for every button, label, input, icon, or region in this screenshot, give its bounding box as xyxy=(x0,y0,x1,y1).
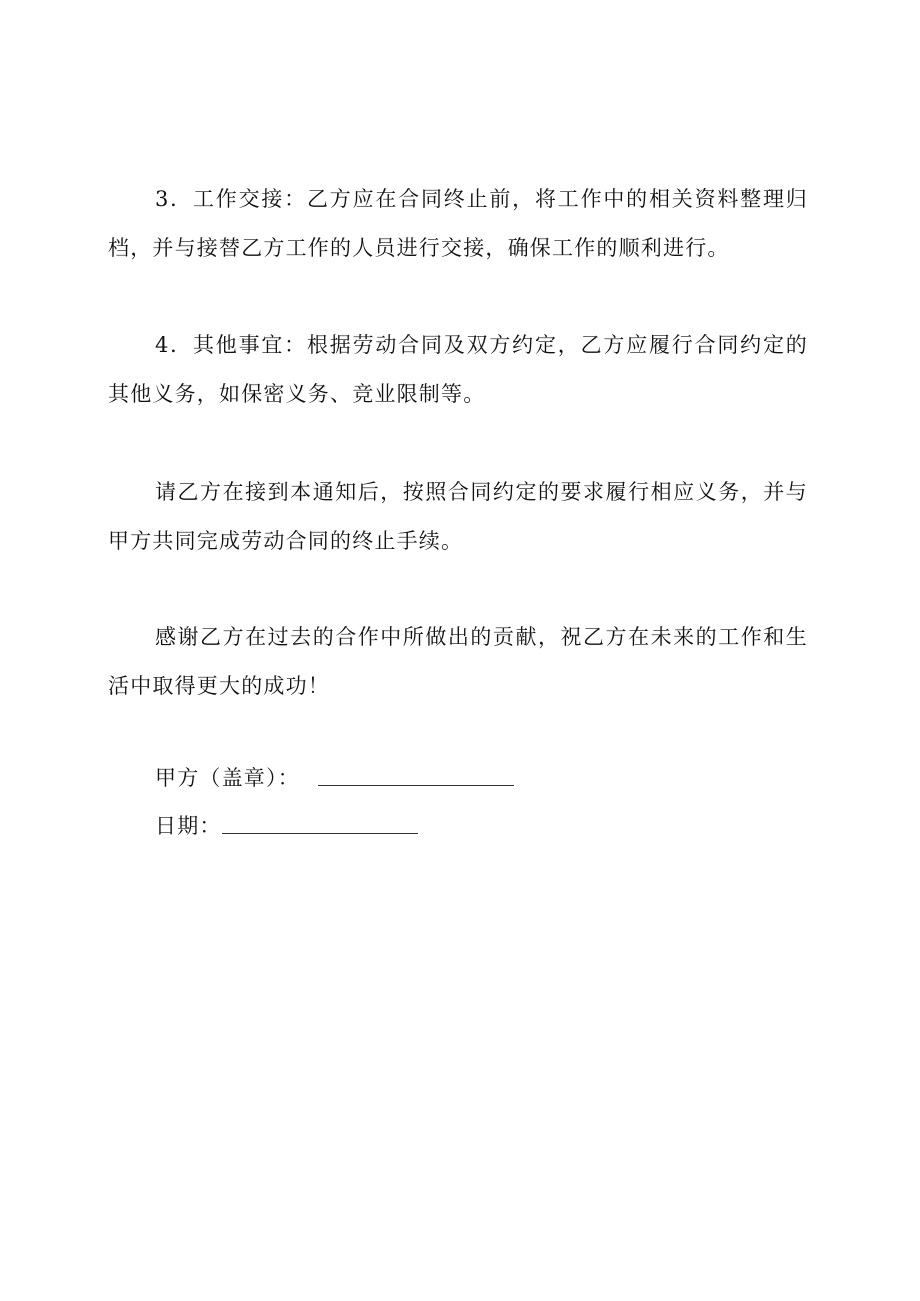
request-paragraph: 请乙方在接到本通知后，按照合同约定的要求履行相应义务，并与甲方共同完成劳动合同的终止手续。 xyxy=(108,480,808,553)
clause-4-other-matters: 4．其他事宜：根据劳动合同及双方约定，乙方应履行合同约定的其他义务，如保密义务、竞业限制等。 xyxy=(108,333,808,406)
clause-3-work-handover: 3．工作交接：乙方应在合同终止前，将工作中的相关资料整理归档，并与接替乙方工作的人员进行交接，确保工作的顺利进行。 xyxy=(108,187,808,260)
party-a-seal-blank xyxy=(318,784,514,786)
date-label: 日期： xyxy=(155,814,222,838)
date-row xyxy=(155,810,418,840)
party-a-seal-row xyxy=(155,762,514,792)
date-blank xyxy=(222,832,418,834)
party-a-seal-label: 甲方（盖章）： xyxy=(155,766,300,790)
thanks-paragraph: 感谢乙方在过去的合作中所做出的贡献，祝乙方在未来的工作和生活中取得更大的成功！ xyxy=(108,625,808,698)
